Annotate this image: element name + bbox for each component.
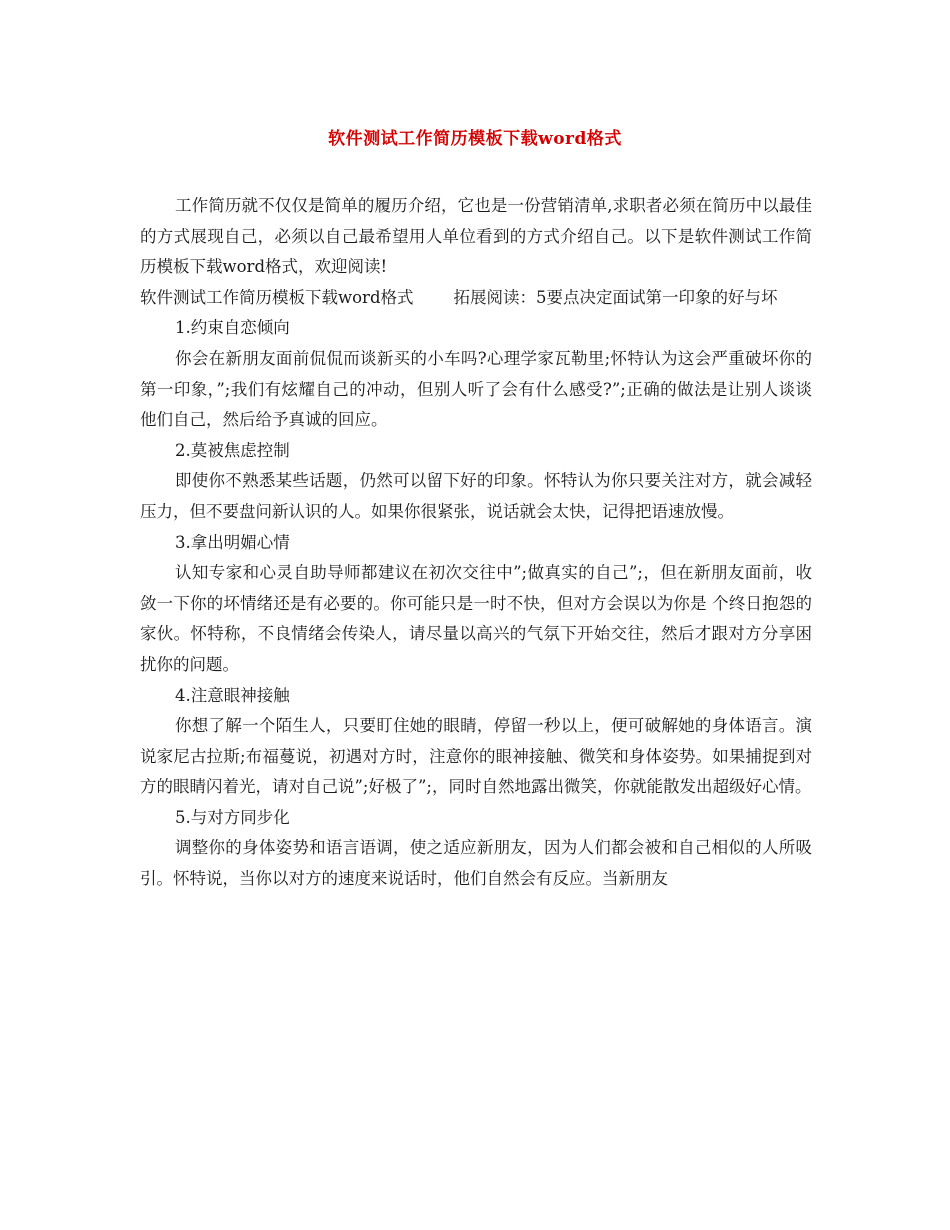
document-body: [140, 191, 812, 895]
section-heading: 5.与对方同步化: [175, 807, 290, 827]
subtitle-line: [140, 283, 812, 314]
intro-paragraph: 工作简历就不仅仅是简单的履历介绍，它也是一份营销清单,求职者必须在简历中以最佳的方式展现自己，必须以自己最希望用人单位看到的方式介绍自己。以下是软件测试工作简历模板下载word格式，欢迎阅读!: [140, 196, 812, 277]
section-paragraph: 认知专家和心灵自助导师都建议在初次交往中”;做真实的自己”;，但在新朋友面前，收敛一下你的坏情绪还是有必要的。你可能只是一时不快，但对方会误以为你是 个终日抱怨的家伙。怀特称，不良情绪会传染人，请尽量以高兴的气氛下开始交往，然后才跟对方分享困扰你的问题。: [140, 563, 812, 674]
document-title: 软件测试工作简历模板下载word格式: [328, 129, 622, 149]
section-heading: 4.注意眼神接触: [175, 685, 290, 705]
section-paragraph: 你想了解一个陌生人，只要盯住她的眼睛，停留一秒以上，便可破解她的身体语言。演说家尼古拉斯;布福蔓说，初遇对方时，注意你的眼神接触、微笑和身体姿势。如果捕捉到对方的眼睛闪着光，请对自己说”;好极了”;，同时自然地露出微笑，你就能散发出超级好心情。: [140, 716, 812, 797]
section-paragraph: 即使你不熟悉某些话题，仍然可以留下好的印象。怀特认为你只要关注对方，就会减轻压力，但不要盘问新认识的人。如果你很紧张，说话就会太快，记得把语速放慢。: [140, 471, 812, 521]
section-paragraph: 调整你的身体姿势和语言语调，使之适应新朋友，因为人们都会被和自己相似的人所吸引。怀特说，当你以对方的速度来说话时，他们自然会有反应。当新朋友: [140, 838, 812, 889]
section-paragraph: 你会在新朋友面前侃侃而谈新买的小车吗?心理学家瓦勒里;怀特认为这会严重破坏你的第一印象，”;我们有炫耀自己的冲动，但别人听了会有什么感受?”;正确的做法是让别人谈谈他们自己，然后给予真诚的回应。: [140, 348, 812, 430]
subtitle-right: 拓展阅读：5要点决定面试第一印象的好与坏: [453, 287, 778, 307]
section-heading: 2.莫被焦虑控制: [175, 440, 290, 460]
subtitle-left: 软件测试工作简历模板下载word格式: [140, 287, 414, 307]
section-heading: 1.约束自恋倾向: [175, 318, 290, 338]
section-heading: 3.拿出明媚心情: [175, 532, 290, 552]
